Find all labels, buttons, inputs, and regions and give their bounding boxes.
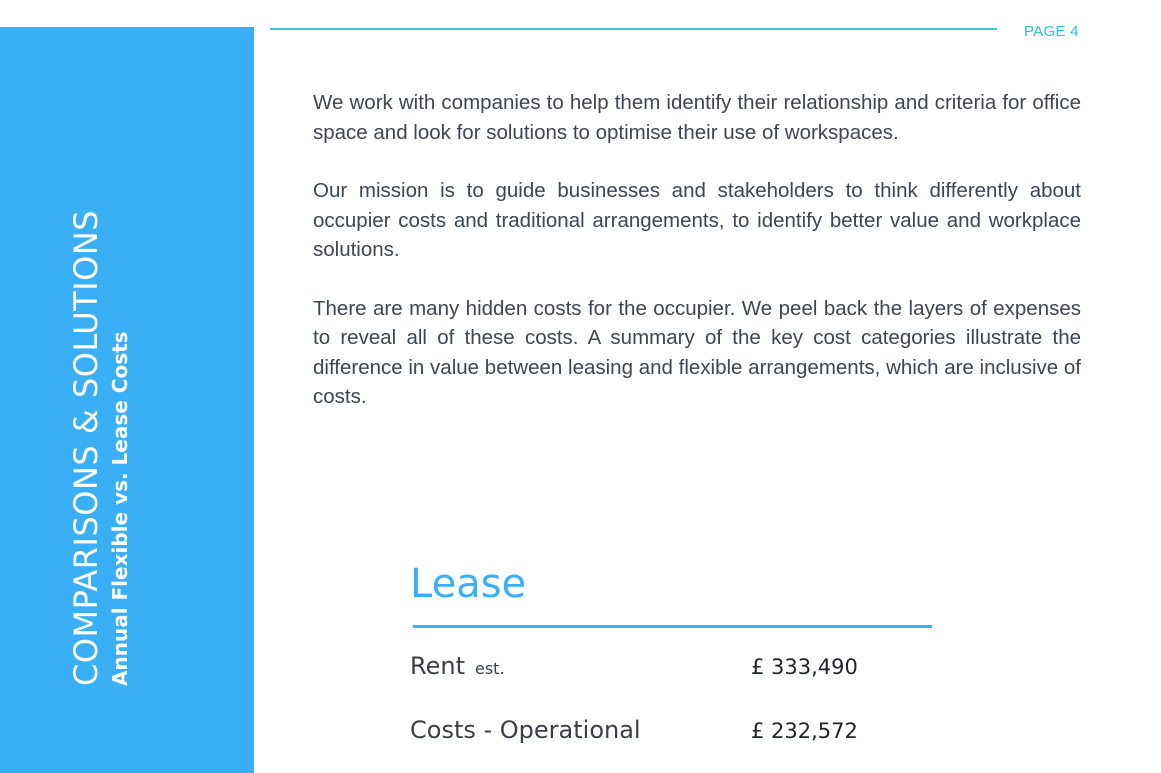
body-paragraph: Our mission is to guide businesses and stakeholders to think differently about occupier costs and traditional arrangements, to identify better value and workplace solutions. <box>313 179 1081 261</box>
page-number: PAGE 4 <box>1024 23 1079 40</box>
cost-row-operational <box>410 716 870 752</box>
body-paragraph: There are many hidden costs for the occupier. We peel back the layers of expenses to reveal all of these costs. A summary of the key cost categories illustrate the difference in value between leasing and flexible arrangements, which are inclusive of costs. <box>313 296 1081 408</box>
lease-heading: Lease <box>410 561 527 607</box>
sidebar-heading <box>64 210 134 686</box>
cost-row-rent <box>410 652 870 688</box>
cost-label <box>410 716 641 744</box>
cost-label-suffix: est. <box>474 659 505 678</box>
cost-label-text: Rent <box>410 652 465 680</box>
cost-label <box>410 652 505 680</box>
cost-value: £ 232,572 <box>751 719 858 743</box>
cost-value: £ 333,490 <box>751 655 858 679</box>
sidebar-subtitle: Annual Flexible vs. Lease Costs <box>108 331 132 686</box>
body-paragraph: We work with companies to help them identify their relationship and criteria for office space and look for solutions to optimise their use of workspaces. <box>313 91 1081 144</box>
sidebar-title: COMPARISONS & SOLUTIONS <box>67 209 105 686</box>
lease-divider <box>413 625 932 628</box>
body-content <box>313 88 1081 441</box>
cost-label-text: Costs - Operational <box>410 716 641 744</box>
header-divider <box>270 28 997 30</box>
